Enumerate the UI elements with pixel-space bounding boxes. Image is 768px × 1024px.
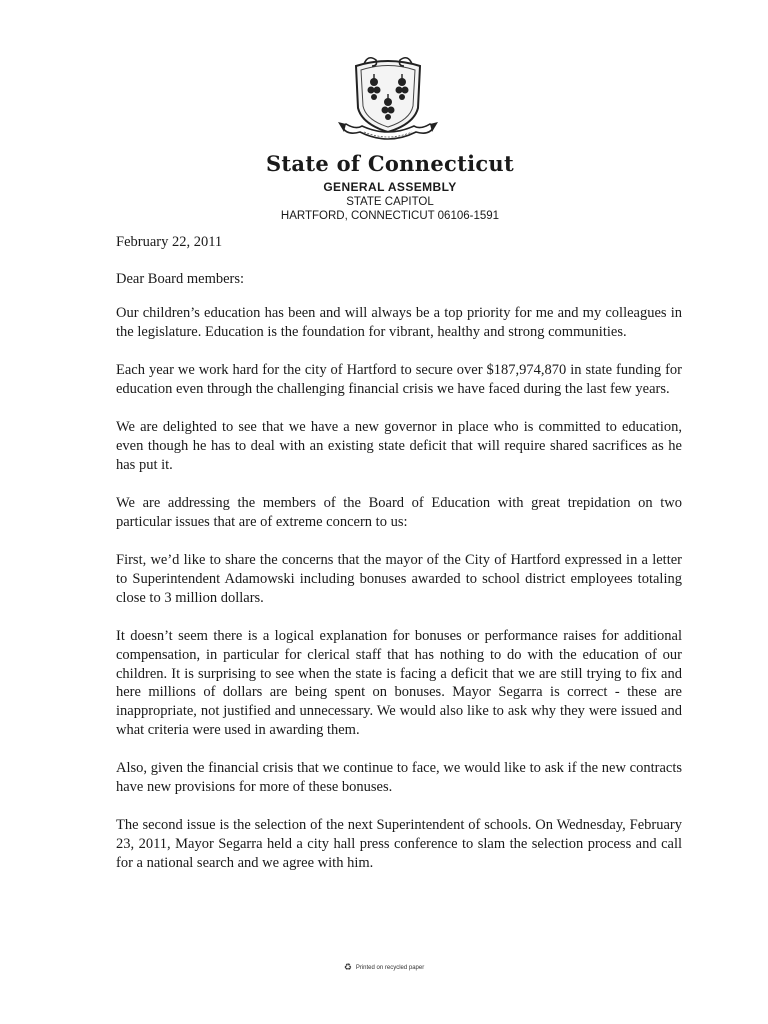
address-line: HARTFORD, CONNECTICUT 06106-1591 (280, 210, 500, 222)
general-assembly-heading: GENERAL ASSEMBLY (323, 180, 457, 194)
paragraph: First, we’d like to share the concerns that the mayor of the City of Hartford expressed in a letter to Superintendent Adamowski including bonuses awarded to school district employees totaling close to 3 million dollars. (116, 552, 682, 606)
letterhead (250, 150, 530, 223)
recycled-paper-note: Printed on recycled paper (355, 965, 425, 972)
recycle-icon: ♻ (343, 962, 352, 972)
state-seal-icon (334, 52, 442, 148)
salutation: Dear Board members: (116, 271, 245, 287)
paragraph: Each year we work hard for the city of Hartford to secure over $187,974,870 in state funding for education even through the challenging financial crisis we have faced during the last few years. (116, 362, 682, 397)
letter-date: February 22, 2011 (116, 234, 223, 250)
paragraph: We are addressing the members of the Board of Education with great trepidation on two particular issues that are of extreme concern to us: (116, 495, 682, 530)
paragraph: We are delighted to see that we have a new governor in place who is committed to education, even though he has to deal with an existing state deficit that will require shared sacrifices as he has put it. (116, 419, 682, 473)
state-name: State of Connecticut (265, 151, 515, 176)
state-capitol-line: STATE CAPITOL (346, 196, 434, 208)
paragraph: Our children’s education has been and will always be a top priority for me and my colleagues in the legislature. Education is the foundation for vibrant, healthy and strong communities. (116, 305, 682, 340)
letter-body (116, 304, 682, 892)
paragraph: The second issue is the selection of the next Superintendent of schools. On Wednesday, February 23, 2011, Mayor Segarra held a city hall press conference to slam the selection process and call for a national search and we agree with him. (116, 817, 682, 872)
paragraph: Also, given the financial crisis that we continue to face, we would like to ask if the new contracts have new provisions for more of these bonuses. (116, 760, 682, 796)
footer (0, 962, 768, 973)
paragraph: It doesn’t seem there is a logical explanation for bonuses or performance raises for additional compensation, in particular for clerical staff that has nothing to do with the education of our children. It is surprising to see when the state is facing a deficit that we are still trying to fix and here millions of dollars are being spent on bonuses. Mayor Segarra is correct - these are inappropriate, not justified and unnecessary. We would also like to ask why they were issued and what criteria were used in awarding them. (116, 628, 682, 739)
